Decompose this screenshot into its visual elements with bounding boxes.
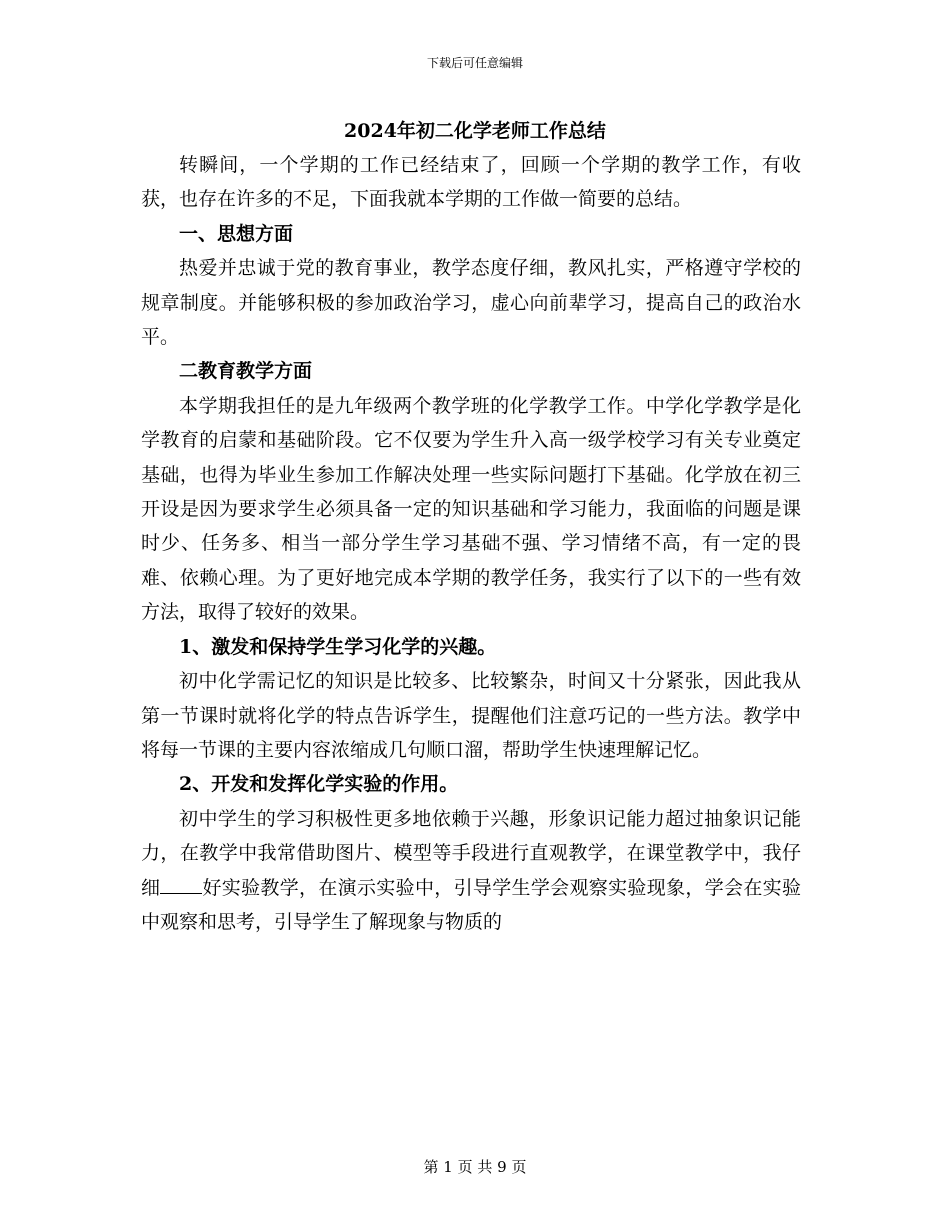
paragraph-interest: 初中化学需记忆的知识是比较多、比较繁杂，时间又十分紧张，因此我从第一节课时就将化学的特点告诉学生，提醒他们注意巧记的一些方法。教学中将每一节课的主要内容浓缩成几句顺口溜，帮助学生快速理解记忆。 (141, 670, 801, 761)
heading-interest: 1、激发和保持学生学习化学的兴趣。 (179, 635, 497, 658)
fill-blank (160, 874, 202, 894)
page-header-note: 下载后可任意编辑 (426, 56, 523, 70)
heading-teaching: 二教育教学方面 (179, 360, 313, 383)
paragraph-experiment-part1: 初中学生的学习积极性更多地依赖于兴趣，形象识记能力超过抽象识记能力，在教学中我常借助图片、模型等手段进行直观教学，在课堂教学中，我仔细 (141, 807, 801, 899)
paragraph-intro: 转瞬间，一个学期的工作已经结束了，回顾一个学期的教学工作，有收获，也存在许多的不足，下面我就本学期的工作做一简要的总结。 (141, 154, 801, 211)
page-number: 第 1 页 共 9 页 (423, 1158, 527, 1176)
heading-thought: 一、思想方面 (179, 222, 294, 245)
heading-experiment: 2、开发和发挥化学实验的作用。 (179, 773, 459, 796)
paragraph-experiment (141, 802, 801, 940)
paragraph-teaching: 本学期我担任的是九年级两个教学班的化学教学工作。中学化学教学是化学教育的启蒙和基础阶段。它不仅要为学生升入高一级学校学习有关专业奠定基础，也得为毕业生参加工作解决处理一些实际问题打下基础。化学放在初三开设是因为要求学生必须具备一定的知识基础和学习能力，我面临的问题是课时少、任务多、相当一部分学生学习基础不强、学习情绪不高，有一定的畏难、依赖心理。为了更好地完成本学期的教学任务，我实行了以下的一些有效方法，取得了较好的效果。 (141, 394, 801, 624)
document-title: 2024年初二化学老师工作总结 (344, 120, 606, 142)
document-body (141, 148, 801, 939)
paragraph-experiment-part2: 好实验教学，在演示实验中，引导学生学会观察实验现象，学会在实验中观察和思考，引导学生了解现象与物质的 (141, 876, 801, 933)
paragraph-thought: 热爱并忠诚于党的教育事业，教学态度仔细，教风扎实，严格遵守学校的规章制度。并能够积极的参加政治学习，虚心向前辈学习，提高自己的政治水平。 (141, 257, 801, 349)
